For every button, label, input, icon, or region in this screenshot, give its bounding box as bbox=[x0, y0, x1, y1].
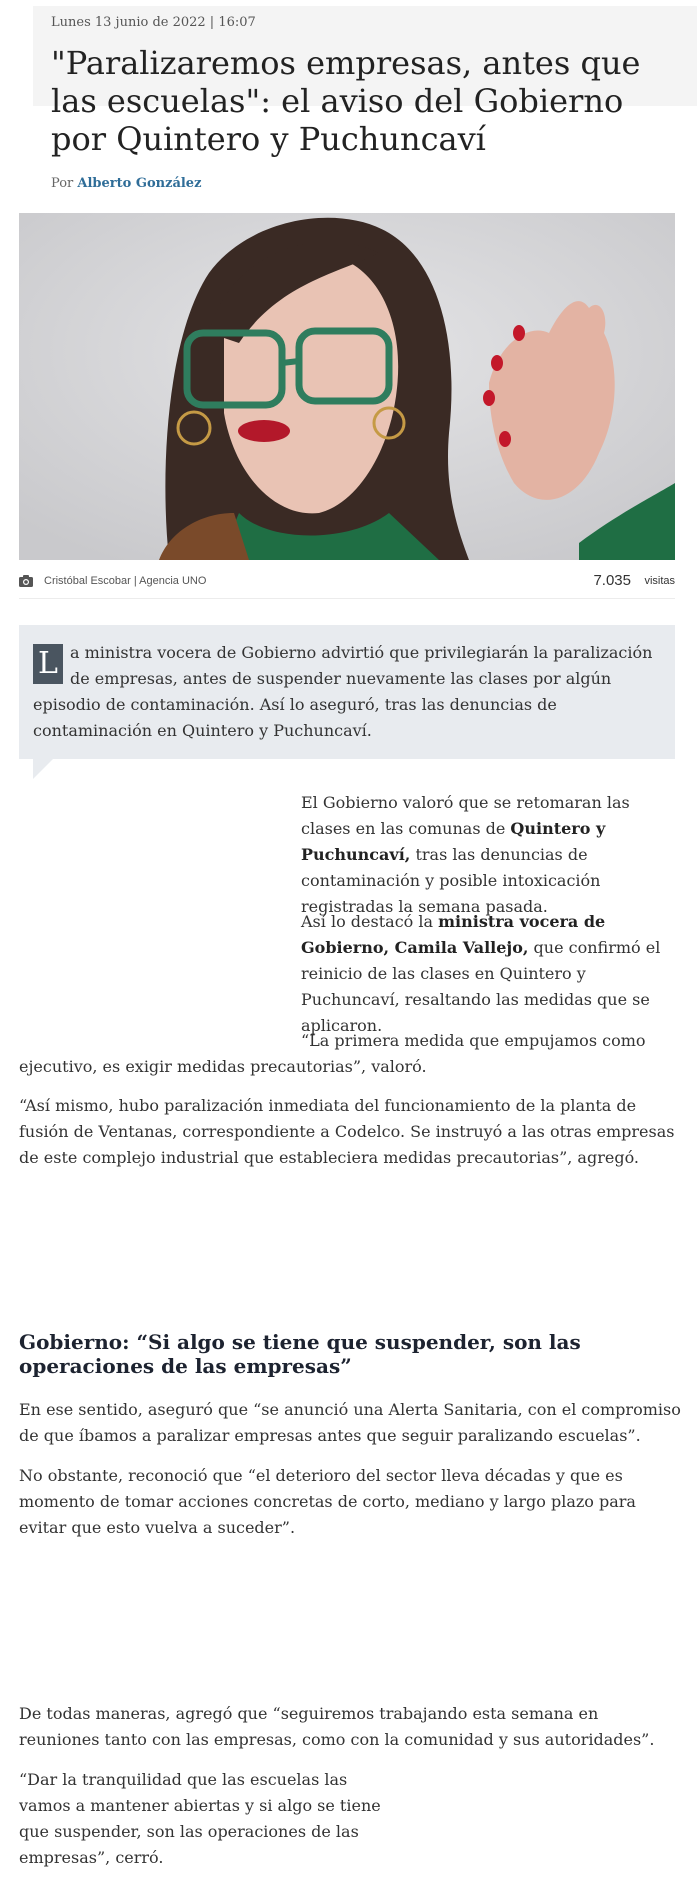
author-link[interactable]: Alberto González bbox=[77, 176, 202, 191]
dropcap: L bbox=[33, 644, 63, 684]
paragraph-2-bold: ministra vocera de Gobierno, Camila Vallejo, bbox=[301, 912, 606, 957]
photo-caption bbox=[19, 572, 675, 599]
paragraph-1 bbox=[301, 790, 681, 920]
portrait-illustration bbox=[19, 213, 675, 560]
byline bbox=[51, 176, 201, 191]
paragraph-1-text: El Gobierno valoró que se retomaran las clases en las comunas de bbox=[301, 793, 630, 838]
article-title: "Paralizaremos empresas, antes que las escuelas": el aviso del Gobierno por Quintero y Puchuncaví bbox=[51, 44, 641, 158]
paragraph-2-text: Así lo destacó la bbox=[301, 912, 439, 931]
paragraph-1-text-end: tras las denuncias de contaminación y posible intoxicación registradas la semana pasada. bbox=[301, 845, 601, 916]
visits-count: 7.035 bbox=[593, 572, 631, 589]
lead-box-tail bbox=[33, 759, 53, 779]
lead-box bbox=[19, 625, 675, 759]
paragraph-3: “La primera medida que empujamos como ejecutivo, es exigir medidas precautorias”, valoró. bbox=[19, 1031, 646, 1076]
camera-icon bbox=[19, 575, 33, 587]
article-date: Lunes 13 junio de 2022 | 16:07 bbox=[51, 15, 256, 30]
visits-label: visitas bbox=[644, 575, 675, 587]
paragraph-1-bold: Quintero y Puchuncaví, bbox=[301, 819, 606, 864]
paragraph-8: “Dar la tranquilidad que las escuelas las vamos a mantener abiertas y si algo se tiene que suspender, son las operaciones de las empresas”, cerró. bbox=[19, 1770, 381, 1867]
byline-prefix: Por bbox=[51, 176, 74, 191]
paragraph-2-text-end: que confirmó el reinicio de las clases en Quintero y Puchuncaví, resaltando las medidas que se aplicaron. bbox=[301, 938, 661, 1035]
paragraph-7: De todas maneras, agregó que “seguiremos trabajando esta semana en reuniones tanto con las empresas, como con la comunidad y sus autoridades”. bbox=[19, 1704, 655, 1749]
paragraph-4: “Así mismo, hubo paralización inmediata del funcionamiento de la planta de fusión de Ventanas, correspondiente a Codelco. Se instruyó a las otras empresas de este complejo industrial que estableciera medidas precautorias”, agregó. bbox=[19, 1096, 675, 1167]
paragraph-5: En ese sentido, aseguró que “se anunció una Alerta Sanitaria, con el compromiso de que íbamos a paralizar empresas antes que seguir paralizando escuelas”. bbox=[19, 1400, 681, 1445]
paragraph-6: No obstante, reconoció que “el deterioro del sector lleva décadas y que es momento de tomar acciones concretas de corto, mediano y largo plazo para evitar que esto vuelva a suceder”. bbox=[19, 1466, 636, 1537]
section-subheading: Gobierno: “Si algo se tiene que suspender, son las operaciones de las empresas” bbox=[19, 1330, 581, 1378]
photo-credit: Cristóbal Escobar | Agencia UNO bbox=[44, 575, 207, 587]
article-photo bbox=[19, 213, 675, 560]
paragraph-2 bbox=[301, 909, 681, 1039]
lead-text: a ministra vocera de Gobierno advirtió que privilegiarán la paralización de empresas, antes de suspender nuevamente las clases por algún episodio de contaminación. Así lo aseguró, tras las denuncias de contaminación en Quintero y Puchuncaví. bbox=[33, 643, 653, 740]
